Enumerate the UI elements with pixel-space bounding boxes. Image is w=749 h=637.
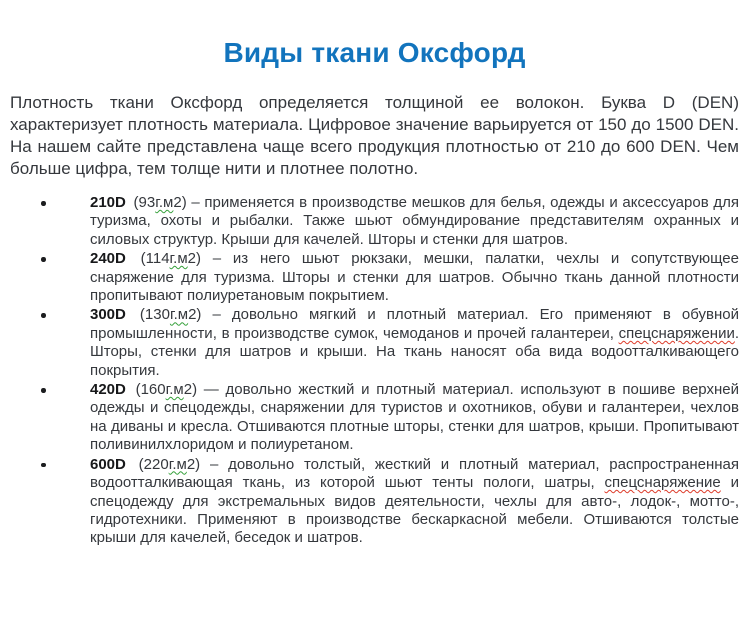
spellcheck-flagged-word: спецснаряжении xyxy=(618,324,735,342)
list-item xyxy=(90,250,739,305)
density-code: 240D xyxy=(90,250,126,268)
spellcheck-flagged-word: спецснаряжение xyxy=(604,474,721,492)
segment-text: 2) – довольно толстый, жесткий и плотный материал, распространенная водоотталкивающая ткань, из которой шьют тенты пологи, шатры, xyxy=(90,455,739,492)
grammar-flagged-text: г.м xyxy=(165,381,184,399)
fabric-density-list xyxy=(10,194,739,548)
segment-text: (114 xyxy=(128,250,170,268)
segment-text: 2) – довольно мягкий и плотный материал. Его применяют в обувной промышленности, в производстве сумок, чемоданов и прочей галантереи, xyxy=(90,306,739,342)
density-code: 600D xyxy=(90,455,126,473)
density-code: 420D xyxy=(90,381,126,399)
segment-text: (220 xyxy=(128,455,169,473)
segment-text: 2) – из него шьют рюкзаки, мешки, палатки, чехлы и сопутствующее снаряжение для туризма. Шторы и стенки для шатров. Обычно ткань данной плотности пропитывают полиуретановым покрытием. xyxy=(90,250,739,305)
page-title: Виды ткани Оксфорд xyxy=(223,37,526,68)
segment-text: (130 xyxy=(128,306,170,324)
density-code: 210D xyxy=(90,194,126,211)
segment-text: 2) — довольно жесткий и плотный материал. используют в пошиве верхней одежды и спецодежды, снаряжении для туристов и охотников, обуви и галантереи, чехлов на диваны и кресла. Отшиваются плотные шторы, стенки для шатров, крыши. Пропитывают поливинилхлоридом и полиуретаном. xyxy=(90,381,739,454)
list-item xyxy=(90,194,739,249)
density-code: 300D xyxy=(90,306,126,324)
intro-paragraph: Плотность ткани Оксфорд определяется толщиной ее волокон. Буква D (DEN) характеризует плотность материала. Цифровое значение варьируется от 150 до 1500 DEN. На нашем сайте представлена чаще всего продукция плотностью от 210 до 600 DEN. Чем больше цифра, тем толще нити и плотнее полотно. xyxy=(10,93,739,178)
segment-text: . Шторы, стенки для шатров и крыши. На ткань наносят оба вида водоотталкивающего покрытия. xyxy=(90,324,739,379)
grammar-flagged-text: г.м xyxy=(169,306,189,324)
grammar-flagged-text: г.м xyxy=(168,455,187,473)
grammar-flagged-text: г.м xyxy=(169,250,188,268)
segment-text: (93 xyxy=(128,194,156,211)
segment-text: и спецодежду для экстремальных видов деятельности, чехлы для авто-, лодок-, мотто-, гидротехники. Применяют в производстве бескаркасной мебели. Отшиваются толстые крыши для качелей, беседок и шатров. xyxy=(90,474,739,547)
list-item xyxy=(90,456,739,548)
list-item xyxy=(90,306,739,380)
segment-text: 2) – применяется в производстве мешков для белья, одежды и аксессуаров для туризма, охоты и рыбалки. Также шьют обмундирование представителям охранных и силовых структур. Крыши для качелей. Шторы и стенки для шатров. xyxy=(90,194,739,248)
grammar-flagged-text: г.м xyxy=(155,194,174,211)
list-item xyxy=(90,381,739,455)
segment-text: (160 xyxy=(128,381,166,399)
